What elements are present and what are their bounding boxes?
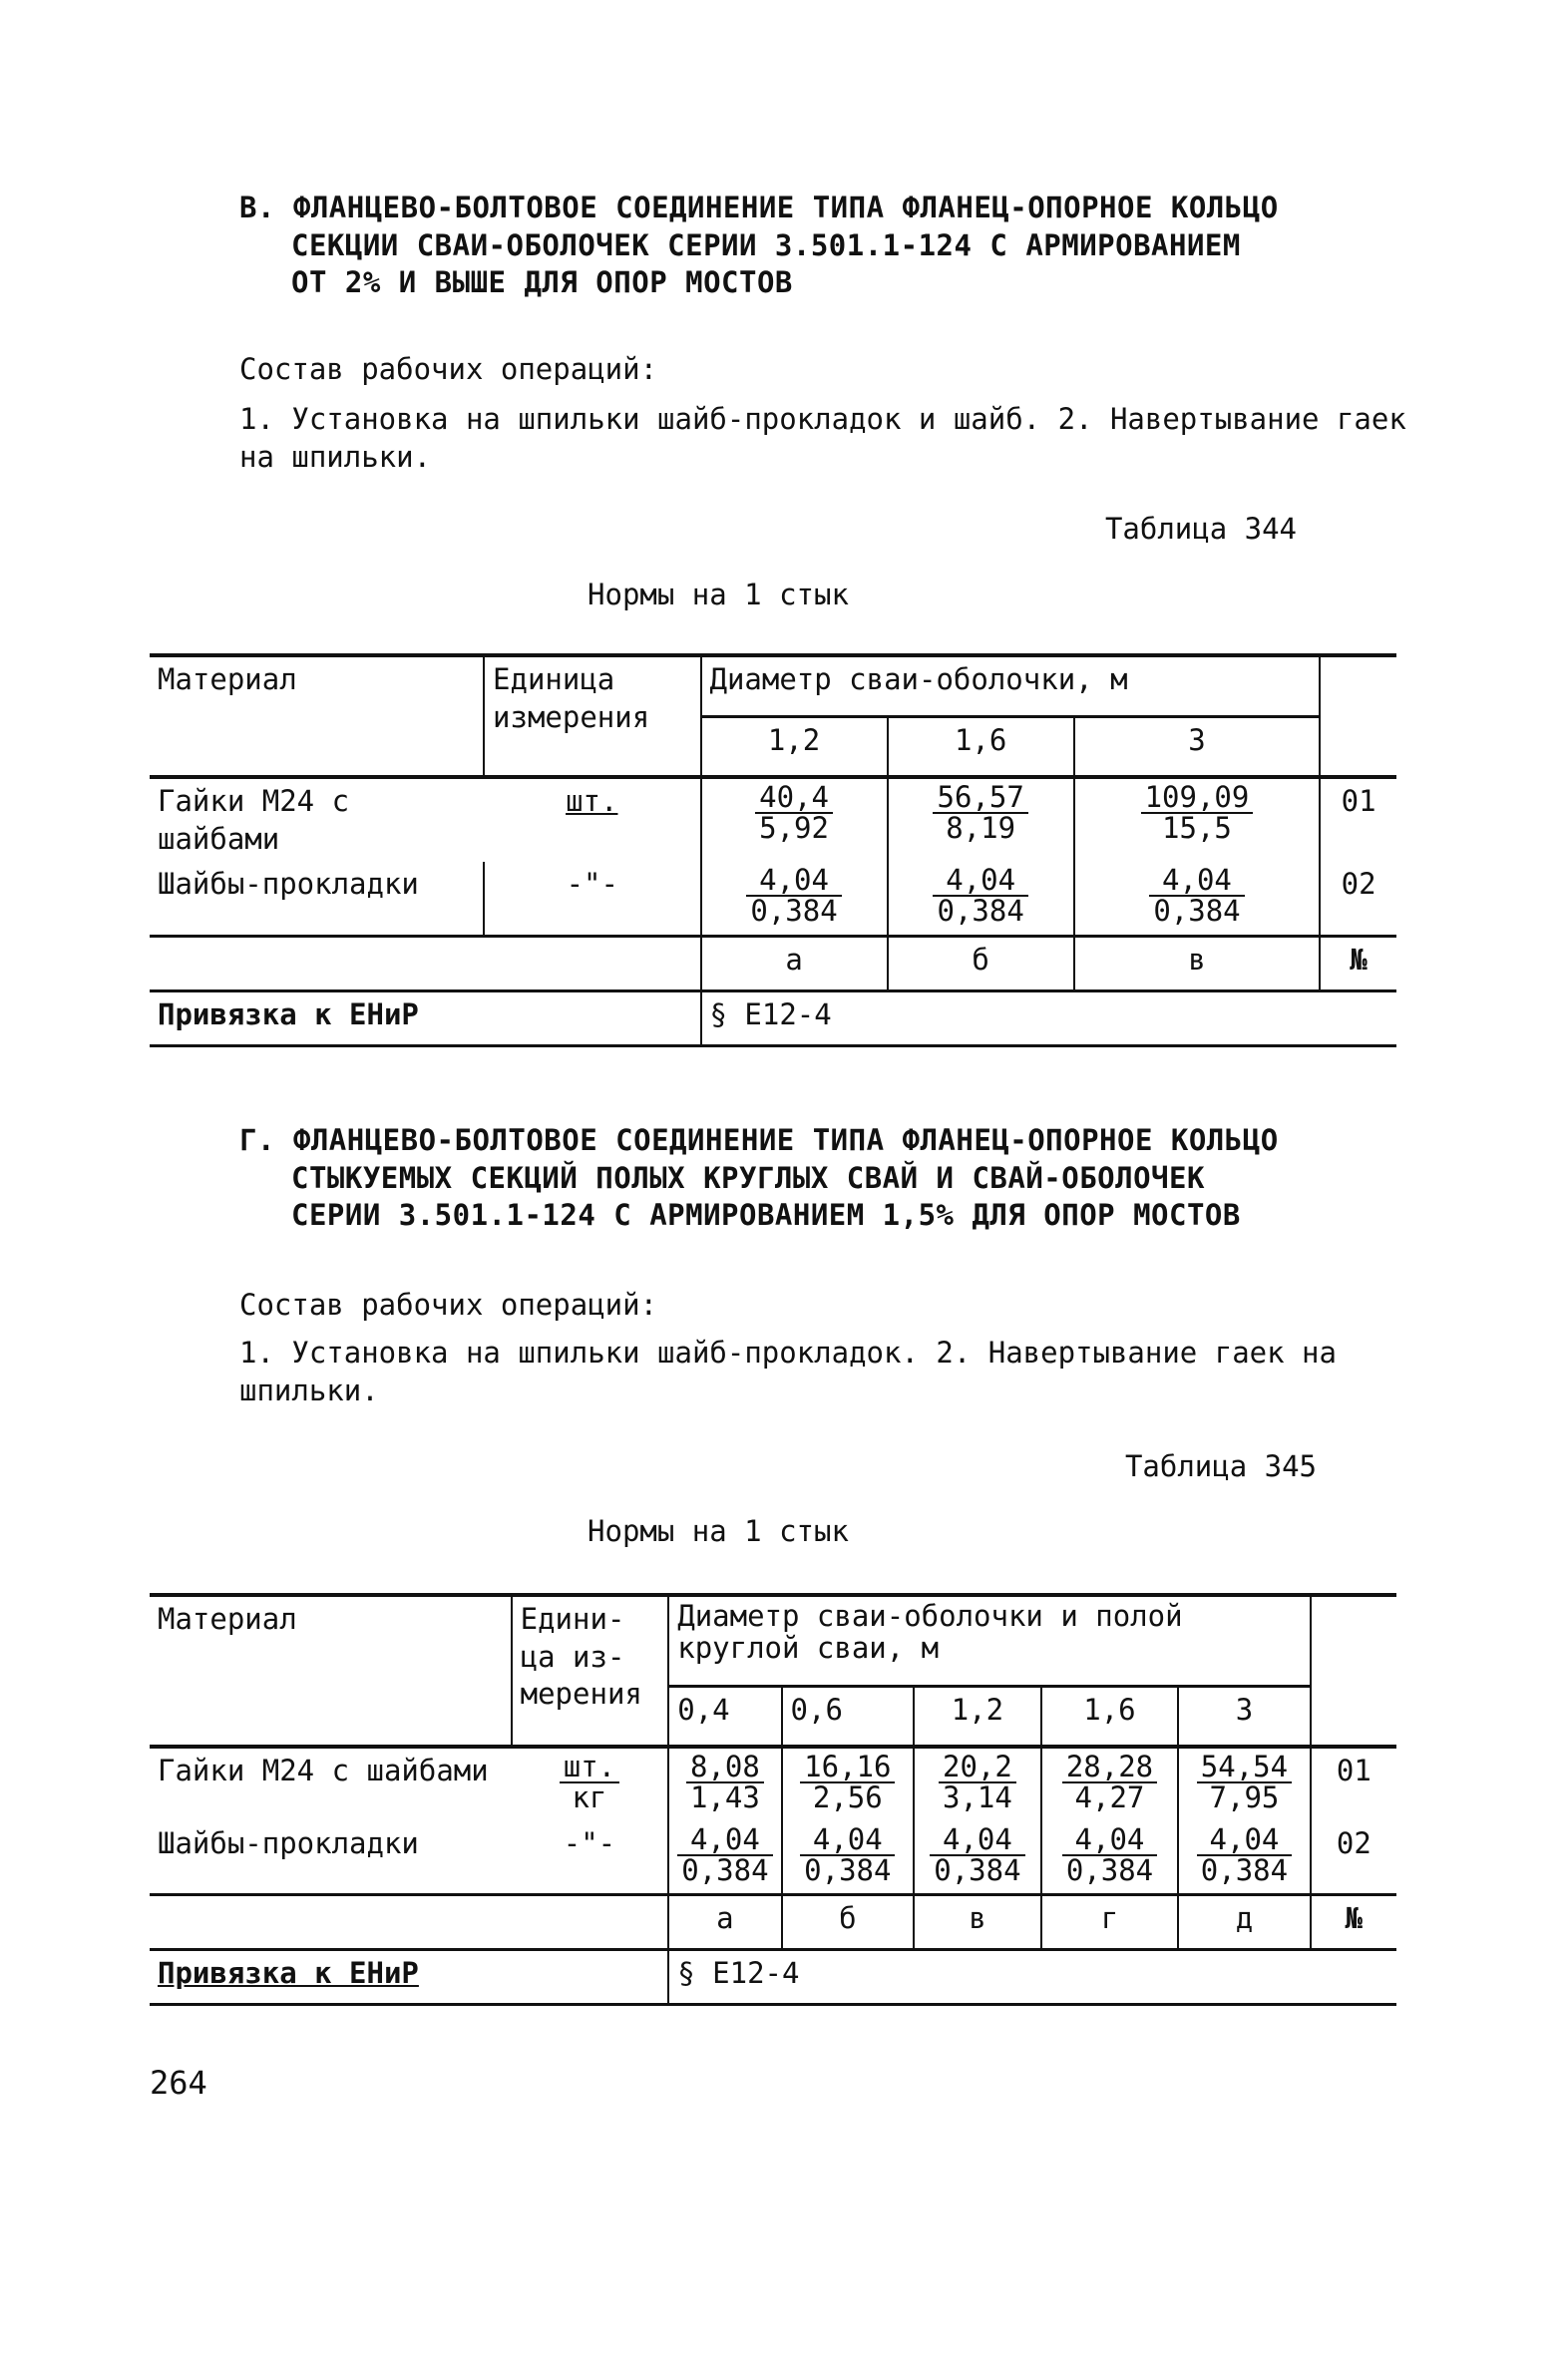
value-denominator: 5,92 [759, 811, 829, 845]
row-material: Шайбы-прокладки [150, 1821, 512, 1895]
col-header-material: Материал [150, 655, 484, 777]
value-denominator: 7,95 [1209, 1780, 1280, 1814]
value-cell [888, 777, 1074, 862]
header-blank-cell [1320, 655, 1396, 777]
table-row [150, 777, 1396, 862]
value-numerator: 40,4 [755, 783, 833, 814]
value-numerator: 16,16 [800, 1753, 895, 1783]
value-cell [914, 1747, 1041, 1821]
column-letter: а [701, 937, 888, 991]
row-material: Гайки М24 с шайбами [150, 1747, 512, 1821]
section-g-heading-line: Г. ФЛАНЦЕВО-БОЛТОВОЕ СОЕДИНЕНИЕ ТИПА ФЛАНЕЦ-ОПОРНОЕ КОЛЬЦО [239, 1123, 1279, 1157]
section-g-ops-title: Состав рабочих операций: [239, 1288, 658, 1322]
diameter-header: 1,6 [888, 716, 1074, 777]
row-unit: шт. [484, 777, 700, 862]
column-letter: в [914, 1895, 1041, 1950]
letters-blank-cell [150, 1895, 668, 1950]
value-denominator: 15,5 [1162, 811, 1232, 845]
value-denominator: 8,19 [946, 811, 1016, 845]
column-letter: в [1074, 937, 1321, 991]
table-345 [150, 1593, 1396, 2006]
row-unit: шт. [560, 1753, 619, 1783]
value-denominator: 0,384 [1200, 1852, 1289, 1887]
value-denominator: 2,56 [812, 1780, 883, 1814]
table-row [150, 862, 1396, 936]
diameter-header: 1,2 [914, 1687, 1041, 1747]
diameter-header: 1,2 [701, 716, 888, 777]
value-denominator: 0,384 [937, 894, 1024, 929]
col-header-unit: Едини-ца из-мерения [512, 1595, 669, 1747]
value-denominator: 0,384 [804, 1852, 892, 1887]
value-numerator: 20,2 [939, 1753, 1016, 1783]
value-numerator: 4,04 [746, 866, 841, 897]
value-cell [1041, 1747, 1178, 1821]
value-numerator: 28,28 [1062, 1753, 1157, 1783]
value-cell [1074, 777, 1321, 862]
diameter-header: 1,6 [1041, 1687, 1178, 1747]
value-denominator: 3,14 [943, 1780, 1012, 1814]
table-row [150, 1747, 1396, 1821]
row-unit-secondary: кг [572, 1780, 607, 1814]
section-v-ops-text: 1. Установка на шпильки шайб-прокладок и шайб. 2. Навертывание гаек на шпильки. [239, 402, 1406, 474]
value-numerator: 54,54 [1197, 1753, 1292, 1783]
value-cell [701, 862, 888, 936]
value-cell [914, 1821, 1041, 1895]
value-cell [888, 862, 1074, 936]
value-cell [1074, 862, 1321, 936]
table-344-caption: Таблица 344 [1104, 512, 1297, 546]
value-numerator: 4,04 [1062, 1825, 1157, 1856]
number-sign: № [1311, 1895, 1396, 1950]
value-denominator: 0,384 [750, 894, 838, 929]
table-345-caption: Таблица 345 [1124, 1449, 1317, 1483]
value-numerator: 4,04 [930, 1825, 1024, 1856]
row-unit: -"- [512, 1821, 669, 1895]
value-denominator: 0,384 [1153, 894, 1241, 929]
row-unit-cell [512, 1747, 669, 1821]
section-g-heading [239, 1122, 1396, 1235]
value-numerator: 56,57 [933, 783, 1027, 814]
column-letter: г [1041, 1895, 1178, 1950]
row-unit: -"- [484, 862, 700, 936]
value-numerator: 4,04 [677, 1825, 772, 1856]
section-v-ops-title: Состав рабочих операций: [239, 352, 658, 386]
section-v-heading-line: СЕКЦИИ СВАИ-ОБОЛОЧЕК СЕРИИ 3.501.1-124 С АРМИРОВАНИЕМ [291, 227, 1241, 262]
column-letter: а [668, 1895, 781, 1950]
binding-label: Привязка к ЕНиР [150, 1950, 668, 2005]
number-sign: № [1320, 937, 1396, 991]
diameter-header: 3 [1074, 716, 1321, 777]
value-numerator: 4,04 [933, 866, 1027, 897]
section-v-heading-line: В. ФЛАНЦЕВО-БОЛТОВОЕ СОЕДИНЕНИЕ ТИПА ФЛАНЕЦ-ОПОРНОЕ КОЛЬЦО [239, 191, 1279, 224]
value-cell [668, 1821, 781, 1895]
table-344 [150, 653, 1396, 1047]
value-numerator: 8,08 [686, 1753, 764, 1783]
col-header-material: Материал [150, 1595, 512, 1747]
value-cell [1178, 1821, 1311, 1895]
column-letter: б [888, 937, 1074, 991]
value-numerator: 109,09 [1141, 783, 1254, 814]
page-number: 264 [150, 2064, 207, 2102]
value-numerator: 4,04 [800, 1825, 895, 1856]
row-material: Шайбы-прокладки [150, 862, 484, 936]
column-letter: д [1178, 1895, 1311, 1950]
value-cell [701, 777, 888, 862]
col-header-diameter: Диаметр сваи-оболочки, м [701, 655, 1321, 716]
binding-value: § Е12-4 [668, 1950, 1396, 2005]
row-code: 01 [1320, 777, 1396, 862]
value-denominator: 0,384 [934, 1852, 1021, 1887]
value-denominator: 0,384 [1065, 1852, 1154, 1887]
section-g-ops-text: 1. Установка на шпильки шайб-прокладок. 2. Навертывание гаек на шпильки. [239, 1336, 1337, 1407]
column-letter: б [782, 1895, 915, 1950]
table-344-norms-title: Нормы на 1 стык [588, 578, 849, 611]
value-denominator: 4,27 [1074, 1780, 1145, 1814]
table-345-norms-title: Нормы на 1 стык [588, 1514, 849, 1548]
diameter-header: 3 [1178, 1687, 1311, 1747]
section-g-heading-line: СЕРИИ 3.501.1-124 С АРМИРОВАНИЕМ 1,5% ДЛЯ ОПОР МОСТОВ [291, 1198, 1241, 1233]
col-header-diameter: Диаметр сваи-оболочки и полой круглой сваи, м [668, 1595, 1311, 1687]
row-code: 02 [1311, 1821, 1396, 1895]
section-g-heading-line: СТЫКУЕМЫХ СЕКЦИЙ ПОЛЫХ КРУГЛЫХ СВАЙ И СВАЙ-ОБОЛОЧЕК [291, 1160, 1205, 1195]
value-denominator: 0,384 [681, 1852, 769, 1887]
diameter-header: 0,4 [668, 1687, 781, 1747]
value-numerator: 4,04 [1197, 1825, 1292, 1856]
value-denominator: 1,43 [689, 1780, 760, 1814]
value-numerator: 4,04 [1149, 866, 1244, 897]
table-row [150, 1821, 1396, 1895]
value-cell [668, 1747, 781, 1821]
value-cell [1178, 1747, 1311, 1821]
binding-label: Привязка к ЕНиР [150, 991, 701, 1046]
value-cell [782, 1747, 915, 1821]
col-header-unit: Единица измерения [484, 655, 700, 777]
letters-blank-cell [150, 937, 701, 991]
row-code: 01 [1311, 1747, 1396, 1821]
value-cell [782, 1821, 915, 1895]
row-material: Гайки М24 с шайбами [150, 777, 484, 862]
diameter-header: 0,6 [782, 1687, 915, 1747]
row-code: 02 [1320, 862, 1396, 936]
section-v-heading-line: ОТ 2% И ВЫШЕ ДЛЯ ОПОР МОСТОВ [291, 265, 793, 300]
header-blank-cell [1311, 1595, 1396, 1747]
section-v-heading [239, 190, 1396, 302]
binding-value: § Е12-4 [701, 991, 1397, 1046]
value-cell [1041, 1821, 1178, 1895]
